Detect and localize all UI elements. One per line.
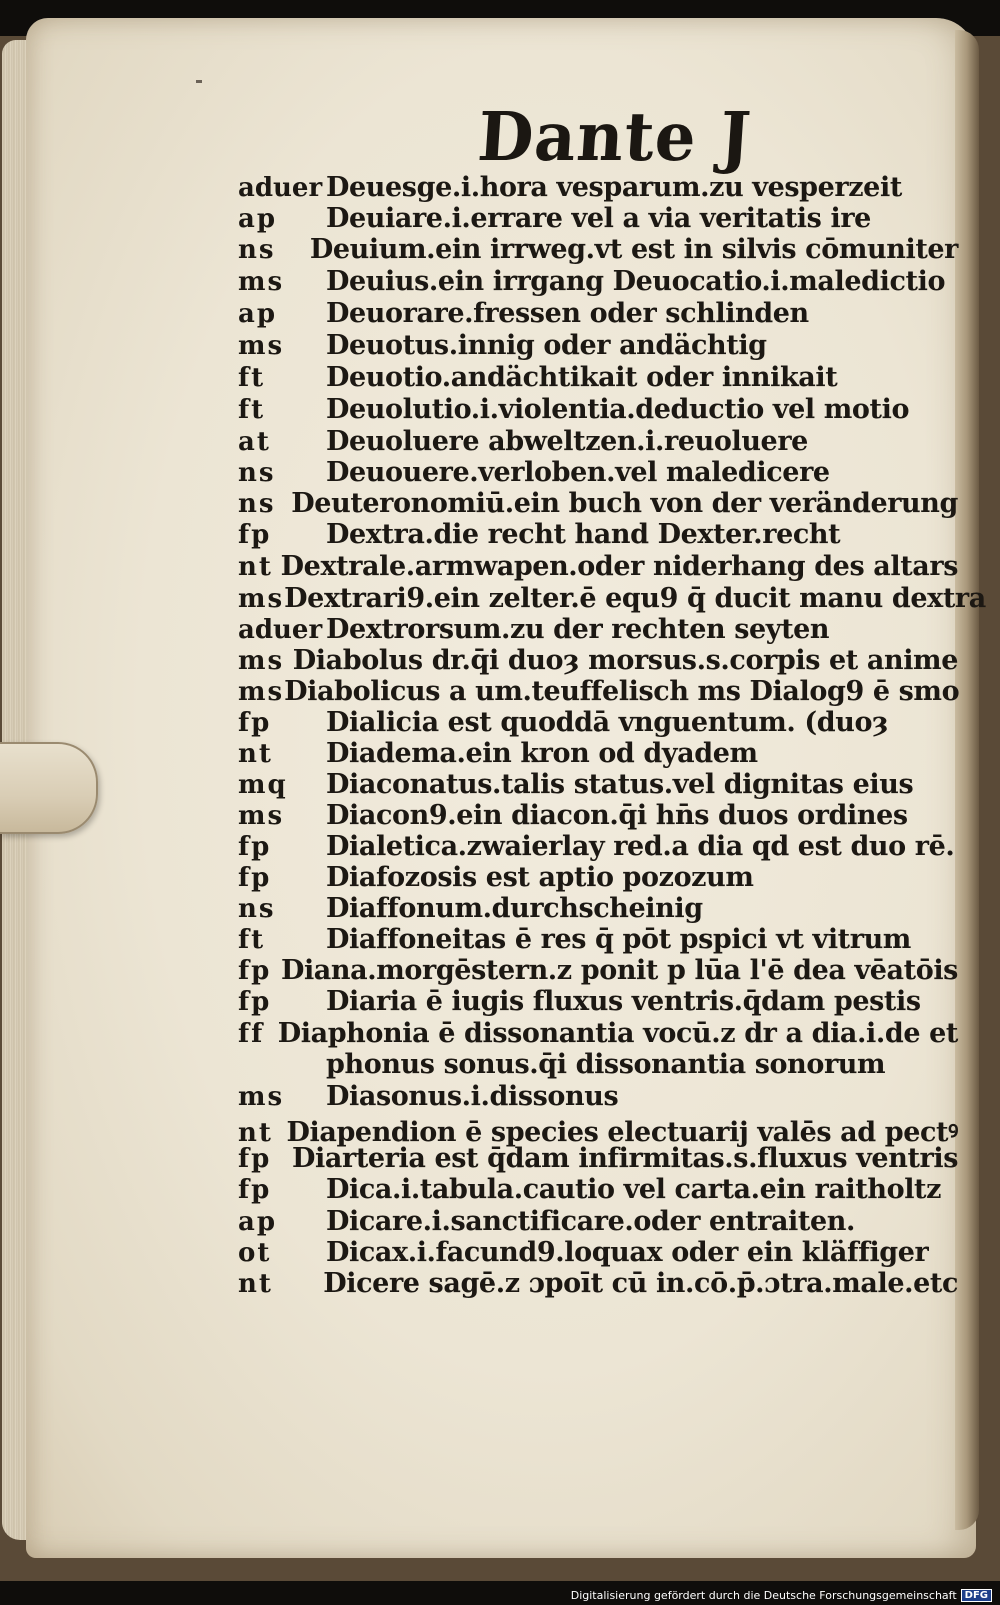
grammar-abbreviation: fp	[238, 832, 272, 862]
dictionary-entry	[238, 519, 958, 549]
grammar-abbreviation: fp	[238, 987, 272, 1017]
entry-text: Dica.i.tabula.cautio vel carta.ein raitholtz	[326, 1174, 942, 1205]
grammar-abbreviation: ms	[238, 801, 285, 831]
entry-text: Diapendion ē species electuarij valēs ad pectꝰ	[286, 1117, 958, 1148]
dictionary-entry	[238, 1081, 958, 1111]
entry-text: Diaffonum.durchscheinig	[326, 893, 703, 924]
grammar-abbreviation: ap	[238, 1207, 278, 1237]
entry-text: Deuotio.andächtikait oder innikait	[326, 362, 838, 393]
grammar-abbreviation: ms	[238, 1082, 285, 1112]
grammar-abbreviation: nt	[238, 552, 273, 582]
grammar-abbreviation: ns	[238, 489, 276, 519]
entry-text: Diaria ē iugis fluxus ventris.q̄dam pestis	[326, 986, 921, 1017]
entry-text: Deuouere.verloben.vel maledicere	[326, 457, 830, 488]
entry-text: Deuotus.innig oder andächtig	[326, 330, 767, 361]
running-head: Dante J	[475, 98, 754, 177]
grammar-abbreviation: ot	[238, 1238, 272, 1268]
dictionary-entry	[238, 676, 958, 706]
dictionary-entry	[238, 426, 958, 456]
grammar-abbreviation: mq	[238, 770, 288, 800]
entry-text: Diadema.ein kron od dyadem	[326, 738, 758, 769]
entry-text: Diaphonia ē dissonantia vocū.z dr a dia.i.de et	[277, 1018, 958, 1049]
entry-text: Dialetica.zwaierlay red.a dia qd est duo rē.	[326, 831, 955, 862]
dfg-logo: DFG	[961, 1589, 992, 1602]
grammar-abbreviation: ns	[238, 235, 276, 265]
funding-footer	[571, 1589, 992, 1602]
dictionary-entry	[238, 362, 958, 392]
grammar-abbreviation: fp	[238, 1144, 272, 1174]
grammar-abbreviation: ms	[238, 584, 285, 614]
dictionary-entry	[238, 1174, 958, 1204]
grammar-abbreviation: ms	[238, 267, 285, 297]
dictionary-entry	[238, 955, 958, 985]
dictionary-entry	[238, 831, 958, 861]
entry-text: Diaconatus.talis status.vel dignitas eius	[326, 769, 914, 800]
dictionary-entry	[238, 614, 958, 644]
dictionary-entry	[238, 707, 958, 737]
dictionary-entry-continuation	[238, 1049, 958, 1079]
grammar-abbreviation: fp	[238, 1175, 272, 1205]
grammar-abbreviation: ms	[238, 646, 285, 676]
grammar-abbreviation: ft	[238, 363, 266, 393]
dictionary-entry	[238, 583, 986, 614]
dictionary-entry	[238, 234, 958, 264]
dictionary-entry	[238, 330, 958, 360]
entry-text: Deuesge.i.hora vesparum.zu vesperzeit	[326, 172, 902, 203]
grammar-abbreviation: ff	[238, 1019, 265, 1049]
grammar-abbreviation: ms	[238, 331, 285, 361]
dictionary-entry	[238, 1143, 958, 1173]
dictionary-entry	[238, 298, 958, 328]
entry-text: Dicare.i.sanctificare.oder entraiten.	[326, 1206, 855, 1237]
grammar-abbreviation: ft	[238, 395, 266, 425]
entry-text: Diabolicus a um.teuffelisch ms Dialog9 ē smo	[284, 676, 960, 707]
grammar-abbreviation: ns	[238, 894, 276, 924]
dictionary-entry	[238, 862, 958, 892]
entry-text: phonus sonus.q̄i dissonantia sonorum	[326, 1049, 886, 1080]
dictionary-entry	[238, 488, 958, 518]
grammar-abbreviation: fp	[238, 956, 272, 986]
entry-text: Deuium.ein irrweg.vt est in silvis cōmuniter	[309, 234, 958, 265]
entry-text: Dextrari9.ein zelter.ē equ9 q̄ ducit manu dextra	[284, 583, 986, 614]
dictionary-entry	[238, 1237, 958, 1267]
dictionary-entry	[238, 1268, 958, 1298]
entry-text: Diana.morgēstern.z ponit p lūa l'ē dea vēatōis	[280, 955, 958, 986]
dictionary-entry	[238, 893, 958, 923]
dictionary-entry	[238, 266, 958, 296]
entry-text: Dextrorsum.zu der rechten seyten	[326, 614, 830, 645]
grammar-abbreviation: ms	[238, 677, 285, 707]
dictionary-entry	[238, 1206, 958, 1236]
entry-text: Deuius.ein irrgang Deuocatio.i.maledictio	[326, 266, 946, 297]
grammar-abbreviation: ft	[238, 925, 266, 955]
dictionary-entry	[238, 1112, 958, 1148]
grammar-abbreviation: nt	[238, 739, 273, 769]
entry-text: Dicax.i.facund9.loquax oder ein kläffiger	[326, 1237, 929, 1268]
entry-text: Diaffoneitas ē res q̄ pōt pspici vt vitrum	[326, 924, 911, 955]
entry-text: Deuorare.fressen oder schlinden	[326, 298, 809, 329]
grammar-abbreviation: ap	[238, 299, 278, 329]
entry-text: Dicere sagē.z ɔpoīt cū in.cō.p̄.ɔtra.male.etc	[323, 1268, 958, 1299]
entry-text: Diacon9.ein diacon.q̄i hn̄s duos ordines	[326, 800, 908, 831]
entry-text: Deuiare.i.errare vel a via veritatis ire	[326, 203, 871, 234]
grammar-abbreviation: at	[238, 427, 271, 457]
entry-text: Dialicia est quoddā vnguentum. (duoȝ	[326, 707, 889, 738]
grammar-abbreviation: fp	[238, 708, 272, 738]
funding-note: Digitalisierung gefördert durch die Deutsche Forschungsgemeinschaft	[570, 1589, 957, 1602]
dictionary-entry	[238, 800, 958, 830]
dictionary-entry	[238, 457, 958, 487]
grammar-abbreviation: aduer	[238, 615, 323, 645]
dictionary-entry	[238, 924, 958, 954]
dictionary-entry	[238, 394, 958, 424]
grammar-abbreviation: aduer	[238, 173, 323, 203]
dictionary-entry	[238, 769, 958, 799]
entry-text: Deuoluere abweltzen.i.reuoluere	[326, 426, 808, 457]
grammar-abbreviation: fp	[238, 520, 272, 550]
dictionary-entry	[238, 645, 958, 675]
dictionary-entry	[238, 1018, 958, 1048]
entry-text: Diasonus.i.dissonus	[326, 1081, 619, 1112]
dictionary-entry	[238, 738, 958, 768]
grammar-abbreviation: ns	[238, 458, 276, 488]
entry-text: Diafozosis est aptio pozozum	[326, 862, 754, 893]
dictionary-entry	[238, 203, 958, 233]
entry-text: Deuteronomiū.ein buch von der veränderung	[291, 488, 958, 519]
entry-text: Dextra.die recht hand Dexter.recht	[326, 519, 841, 550]
grammar-abbreviation: nt	[238, 1269, 273, 1299]
entry-text: Diabolus dr.q̄i duoȝ morsus.s.corpis et anime	[292, 645, 958, 676]
grammar-abbreviation: ap	[238, 204, 278, 234]
entry-text: Diarteria est q̄dam infirmitas.s.fluxus ventris	[292, 1143, 958, 1174]
grammar-abbreviation: fp	[238, 863, 272, 893]
dictionary-entry	[238, 172, 958, 202]
dictionary-entry	[238, 551, 958, 581]
dictionary-entry	[238, 986, 958, 1016]
entry-text: Dextrale.armwapen.oder niderhang des altars	[280, 551, 958, 582]
grammar-abbreviation: nt	[238, 1118, 273, 1148]
entry-text: Deuolutio.i.violentia.deductio vel motio	[326, 394, 910, 425]
